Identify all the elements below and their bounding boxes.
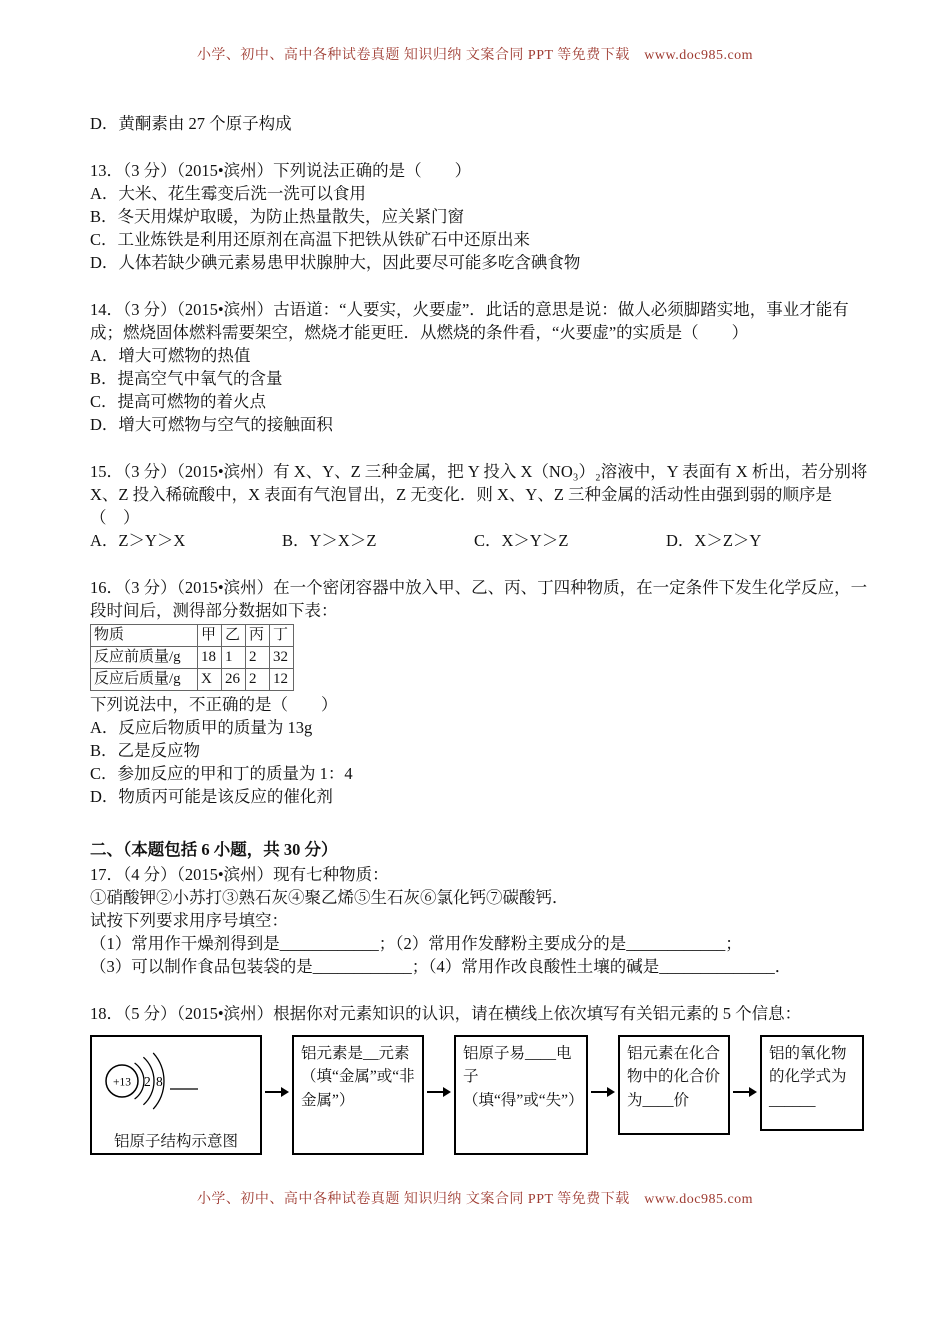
- table-cell: 乙: [222, 625, 246, 647]
- table-cell: X: [198, 669, 222, 691]
- header-watermark: 小学、初中、高中各种试卷真题 知识归纳 文案合同 PPT 等免费下载 www.doc985.com: [196, 48, 754, 63]
- arrow-right-icon: [591, 1081, 615, 1104]
- table-cell: 2: [246, 647, 270, 669]
- q15-stem: 15．（3 分）（2015•滨州）有 X、Y、Z 三种金属，把 Y 投入 X（NO₃）₂溶液中，Y 表面有 X 析出，若分别将 X、Z 投入稀硫酸中，X 表面有气泡冒出，Z 无变化．则 X、Y、Z 三种金属的活动性由强到弱的顺序是（ ）: [90, 462, 868, 527]
- question-16: [90, 576, 868, 808]
- q18-flow-diagram: [90, 1035, 868, 1155]
- table-cell: 甲: [198, 625, 222, 647]
- q13-option-b: B．冬天用煤炉取暖，为防止热量散失，应关紧门窗: [90, 207, 465, 226]
- q16-option-a: A．反应后物质甲的质量为 13g: [90, 718, 313, 737]
- table-cell: 丙: [246, 625, 270, 647]
- q13-stem: 13．（3 分）（2015•滨州）下列说法正确的是（ ）: [90, 161, 472, 180]
- table-row: [91, 625, 294, 647]
- table-cell: 1: [222, 647, 246, 669]
- q14-option-a: A．增大可燃物的热值: [90, 346, 251, 365]
- table-cell: 12: [270, 669, 294, 691]
- q16-option-b: B．乙是反应物: [90, 741, 201, 760]
- table-cell: 丁: [270, 625, 294, 647]
- q18-box-oxide-formula: 铝的氧化物的化学式为______: [760, 1035, 864, 1131]
- q16-data-table: [90, 624, 294, 691]
- question-17: [90, 863, 868, 978]
- document-content: [90, 112, 868, 1179]
- q15-option-a: A．Z＞Y＞X: [90, 531, 186, 550]
- svg-text:8: 8: [156, 1074, 163, 1089]
- q13-option-d: D．人体若缺少碘元素易患甲状腺肿大，因此要尽可能多吃含碘食物: [90, 253, 581, 272]
- q16-option-c: C．参加反应的甲和丁的质量为 1：4: [90, 764, 353, 783]
- atom-structure-box: [90, 1035, 262, 1155]
- q14-option-d: D．增大可燃物与空气的接触面积: [90, 415, 333, 434]
- q17-instruction: 试按下列要求用序号填空：: [90, 911, 288, 930]
- table-cell: 2: [246, 669, 270, 691]
- table-cell: 32: [270, 647, 294, 669]
- footer-watermark: 小学、初中、高中各种试卷真题 知识归纳 文案合同 PPT 等免费下载 www.doc985.com: [196, 1192, 754, 1207]
- q14-option-b: B．提高空气中氧气的含量: [90, 369, 283, 388]
- q15-option-c: C．X＞Y＞Z: [474, 531, 569, 550]
- q18-box-electron-behavior: 铝原子易____电子（填“得”或“失”）: [454, 1035, 588, 1155]
- q14-stem: 14．（3 分）（2015•滨州）古语道：“人要实，火要虚”．此话的意思是说：做人必须脚踏实地，事业才能有成；燃烧固体燃料需要架空，燃烧才能更旺．从燃烧的条件看，“火要虚”的实质是（ ）: [90, 300, 849, 342]
- question-15: [90, 460, 868, 552]
- svg-text:+13: +13: [113, 1076, 131, 1089]
- table-row: [91, 647, 294, 669]
- question-13: [90, 159, 868, 274]
- arrow-right-icon: [427, 1081, 451, 1104]
- q15-option-d: D．X＞Z＞Y: [666, 531, 762, 550]
- q15-option-b: B．Y＞X＞Z: [282, 531, 377, 550]
- q12-option-d: D．黄酮素由 27 个原子构成: [90, 114, 292, 133]
- q13-option-c: C．工业炼铁是利用还原剂在高温下把铁从铁矿石中还原出来: [90, 230, 531, 249]
- q14-option-c: C．提高可燃物的着火点: [90, 392, 267, 411]
- q16-stem: 16．（3 分）（2015•滨州）在一个密闭容器中放入甲、乙、丙、丁四种物质，在一定条件下发生化学反应，一段时间后，测得部分数据如下表：: [90, 578, 868, 620]
- q15-options-row: [90, 529, 868, 552]
- arrow-right-icon: [265, 1081, 289, 1104]
- table-cell: 反应后质量/g: [91, 669, 198, 691]
- question-18: [90, 1002, 868, 1155]
- table-cell: 反应前质量/g: [91, 647, 198, 669]
- atom-structure-icon: [96, 1039, 254, 1125]
- section-2-title: 二、（本题包括 6 小题，共 30 分）: [90, 840, 338, 859]
- q13-option-a: A．大米、花生霉变后洗一洗可以食用: [90, 184, 366, 203]
- q17-substances: ①硝酸钾②小苏打③熟石灰④聚乙烯⑤生石灰⑥氯化钙⑦碳酸钙．: [90, 888, 569, 907]
- q18-box-valence: 铝元素在化合物中的化合价为____价: [618, 1035, 730, 1135]
- q17-stem: 17．（4 分）（2015•滨州）现有七种物质：: [90, 865, 389, 884]
- table-row: [91, 669, 294, 691]
- atom-structure-label: 铝原子结构示意图: [113, 1133, 238, 1151]
- table-cell: 18: [198, 647, 222, 669]
- arrow-right-icon: [733, 1081, 757, 1104]
- q16-question-line: 下列说法中，不正确的是（ ）: [90, 695, 338, 714]
- table-cell: 26: [222, 669, 246, 691]
- question-14: [90, 298, 868, 436]
- q17-blanks-line-2: （3）可以制作食品包装袋的是____________；（4）常用作改良酸性土壤的碱是______________．: [90, 957, 792, 976]
- table-cell: 物质: [91, 625, 198, 647]
- svg-text:2: 2: [144, 1074, 151, 1089]
- q18-stem: 18．（5 分）（2015•滨州）根据你对元素知识的认识，请在横线上依次填写有关铝元素的 5 个信息：: [90, 1004, 802, 1023]
- q17-blanks-line-1: （1）常用作干燥剂得到是____________；（2）常用作发酵粉主要成分的是____________；: [90, 934, 742, 953]
- q18-box-element-type: 铝元素是__元素（填“金属”或“非金属”）: [292, 1035, 424, 1155]
- q16-option-d: D．物质丙可能是该反应的催化剂: [90, 787, 333, 806]
